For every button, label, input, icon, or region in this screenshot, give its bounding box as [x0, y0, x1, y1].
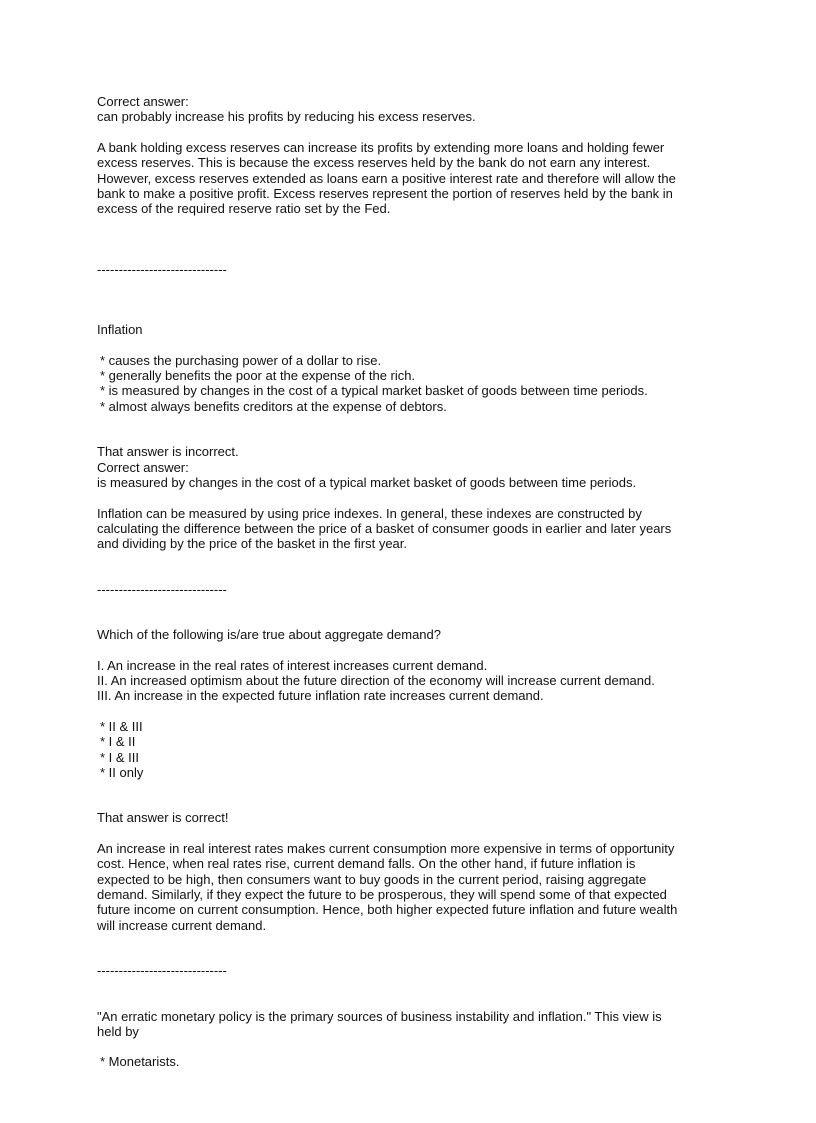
q2-correct-label: Correct answer:: [97, 459, 189, 475]
q2-correct-answer: is measured by changes in the cost of a typical market basket of goods between time periods.: [97, 475, 637, 491]
q2-options: [97, 353, 717, 415]
q4-options: [97, 1054, 717, 1069]
q3-explanation: An increase in real interest rates makes current consumption more expensive in terms of opportunity cost. Hence, when real rates rise, current demand falls. On the other hand, if future inflation is expected to be high, then consumers want to buy goods in the current period, raising aggregate demand. Similarly, if they expect the future to be prosperous, they will spend some of that expected future income on current consumption. Hence, both higher expected future inflation and future wealth will increase current demand.: [97, 840, 678, 933]
q3-options: [97, 719, 717, 781]
q3-option: * I & II: [100, 734, 136, 750]
separator-3: ------------------------------: [97, 963, 227, 979]
q1-correct-label: Correct answer:: [97, 94, 189, 109]
q2-option: * causes the purchasing power of a dollar to rise.: [100, 352, 382, 368]
q3-option: * I & III: [100, 749, 140, 765]
document-content: [97, 94, 717, 1070]
separator-1: ------------------------------: [97, 261, 227, 277]
q2-option: * almost always benefits creditors at the expense of debtors.: [100, 398, 447, 414]
q3-result: That answer is correct!: [97, 810, 229, 826]
q2-result: That answer is incorrect.: [97, 444, 239, 460]
q4-question: "An erratic monetary policy is the primary sources of business instability and inflation." This view is held by: [97, 1008, 662, 1040]
q3-question: Which of the following is/are true about aggregate demand?: [97, 627, 441, 643]
q4-option: * Monetarists.: [100, 1054, 180, 1070]
q3-option: * II & III: [100, 718, 143, 734]
q2-option: * generally benefits the poor at the expense of the rich.: [100, 368, 416, 384]
q1-correct-answer: can probably increase his profits by reducing his excess reserves.: [97, 109, 476, 125]
q1-explanation: A bank holding excess reserves can increase its profits by extending more loans and holding fewer excess reserves. This is because the excess reserves held by the bank do not earn any interest. However, excess reserves extended as loans earn a positive interest rate and therefore will allow the bank to make a positive profit. Excess reserves represent the portion of reserves held by the bank in excess of the required reserve ratio set by the Fed.: [97, 139, 676, 217]
q2-option: * is measured by changes in the cost of a typical market basket of goods between time periods.: [100, 383, 648, 399]
q3-option: * II only: [100, 764, 144, 780]
separator-2: ------------------------------: [97, 581, 227, 597]
q3-statement: I. An increase in the real rates of interest increases current demand.: [97, 657, 488, 673]
q2-question: Inflation: [97, 322, 143, 338]
q3-statement: II. An increased optimism about the future direction of the economy will increase current demand.: [97, 672, 655, 688]
q2-explanation: Inflation can be measured by using price indexes. In general, these indexes are constructed by calculating the difference between the price of a basket of consumer goods in earlier and later years and dividing by the price of the basket in the first year.: [97, 505, 672, 552]
q3-statement: III. An increase in the expected future inflation rate increases current demand.: [97, 688, 544, 704]
